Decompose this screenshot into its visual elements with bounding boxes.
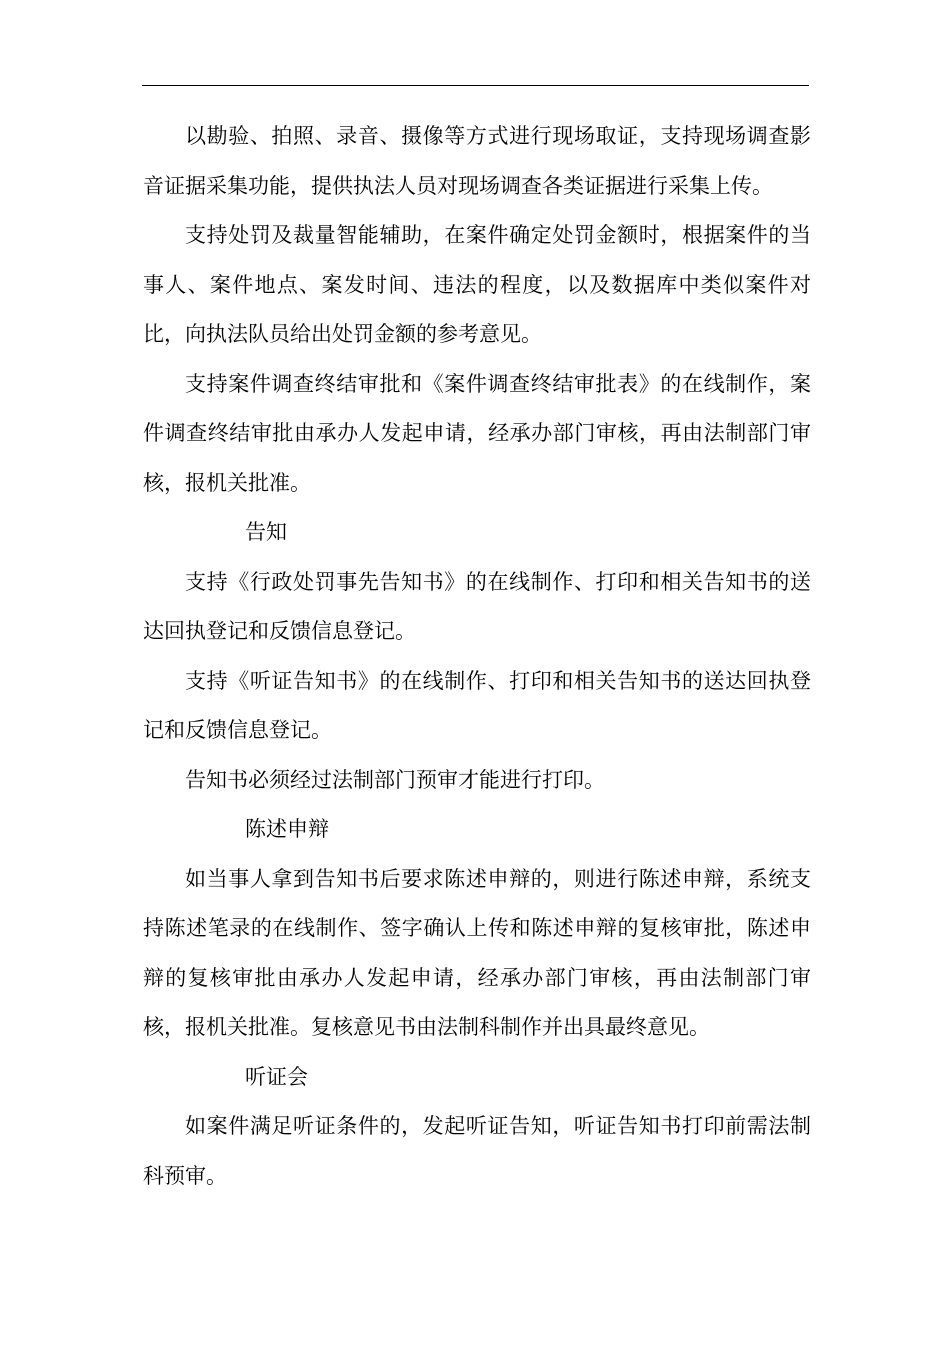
paragraph-notice-review: 告知书必须经过法制部门预审才能进行打印。 [185,767,605,792]
section-heading-statement-defense: 陈述申辩 [245,817,329,841]
paragraph-investigation-approval: 支持案件调查终结审批和《案件调查终结审批表》的在线制作，案件调查终结审批由承办人发起申请，经承办部门审核，再由法制部门审核，报机关批准。 [143,371,811,495]
document-body [143,112,811,1201]
paragraph-statement-defense: 如当事人拿到告知书后要求陈述申辩的，则进行陈述申辩，系统支持陈述笔录的在线制作、签字确认上传和陈述申辩的复核审批，陈述申辩的复核审批由承办人发起申请，经承办部门审核，再由法制部门审核，报机关批准。复核意见书由法制科制作并出具最终意见。 [143,866,811,1039]
paragraph-evidence-collection: 以勘验、拍照、录音、摄像等方式进行现场取证，支持现场调查影音证据采集功能，提供执法人员对现场调查各类证据进行采集上传。 [143,124,811,198]
paragraph-penalty-notice: 支持《行政处罚事先告知书》的在线制作、打印和相关告知书的送达回执登记和反馈信息登记。 [143,569,811,643]
paragraph-penalty-assist: 支持处罚及裁量智能辅助，在案件确定处罚金额时，根据案件的当事人、案件地点、案发时间、违法的程度，以及数据库中类似案件对比，向执法队员给出处罚金额的参考意见。 [143,223,811,346]
section-heading-hearing: 听证会 [245,1064,308,1089]
header-rule [142,85,809,86]
section-heading-notice: 告知 [245,520,287,544]
paragraph-hearing: 如案件满足听证条件的，发起听证告知，听证告知书打印前需法制科预审。 [143,1114,811,1188]
paragraph-hearing-notice: 支持《听证告知书》的在线制作、打印和相关告知书的送达回执登记和反馈信息登记。 [143,668,811,742]
